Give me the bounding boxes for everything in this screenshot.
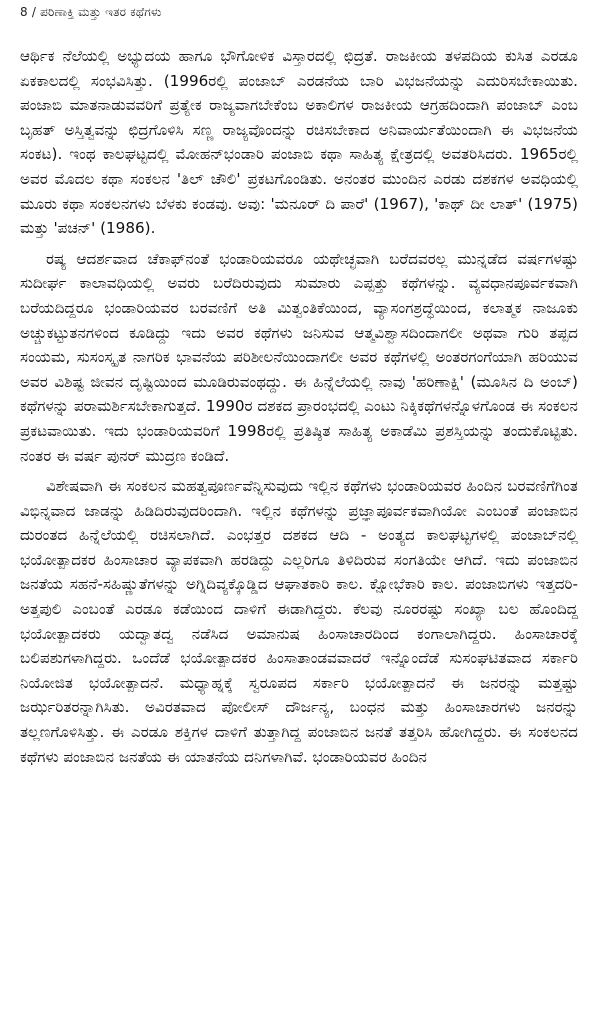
paragraph-1: ಆರ್ಥಿಕ ನೆಲೆಯಲ್ಲಿ ಅಭ್ಯುದಯ ಹಾಗೂ ಭೌಗೋಳಿಕ ವಿಸ್ತಾರದಲ್ಲಿ ಛಿದ್ರತೆ. ರಾಜಕೀಯ ತಳಪದಿಯ ಕುಸಿತ ಎರಡೂ ಏಕಕಾಲದಲ್ಲಿ ಸಂಭವಿಸಿತ್ತು. (1996ರಲ್ಲಿ ಪಂಜಾಬ್ ಎರಡನೆಯ ಬಾರಿ ವಿಭಜನೆಯನ್ನು ಎದುರಿಸಬೇಕಾಯಿತು. ಪಂಜಾಬಿ ಮಾತನಾಡುವವರಿಗೆ ಪ್ರತ್ಯೇಕ ರಾಜ್ಯವಾಗಬೇಕೆಂಬ ಅಕಾಲಿಗಳ ರಾಜಕೀಯ ಆಗ್ರಹದಿಂದಾಗಿ ಪಂಜಾಬ್ ಎಂಬ ಬೃಹತ್ ಅಸ್ತಿತ್ವವನ್ನು ಛಿದ್ರಗೊಳಿಸಿ ಸಣ್ಣ ರಾಜ್ಯವೊಂದನ್ನು ರಚಿಸಬೇಕಾದ ಅನಿವಾರ್ಯತೆಯಿಂದಾಗಿ ಈ ವಿಭಜನೆಯ ಸಂಕಟ). ಇಂಥ ಕಾಲಘಟ್ಟದಲ್ಲಿ ಮೋಹನ್‌ಭಂಡಾರಿ ಪಂಜಾಬಿ ಕಥಾ ಸಾಹಿತ್ಯ ಕ್ಷೇತ್ರದಲ್ಲಿ ಅವತರಿಸಿದರು. 1965ರಲ್ಲಿ ಅವರ ಮೊದಲ ಕಥಾ ಸಂಕಲನ 'ತಿಲ್ ಚೌಲಿ' ಪ್ರಕಟಗೊಂಡಿತು. ಅನಂತರ ಮುಂದಿನ ಎರಡು ದಶಕಗಳ ಅವಧಿಯಲ್ಲಿ ಮೂರು ಕಥಾ ಸಂಕಲನಗಳು ಬೆಳಕು ಕಂಡವು. ಅವು: 'ಮನೂರ್ ದಿ ಪಾರೆ' (1967), 'ಕಾಥ್ ದೀ ಲಾತ್' (1975) ಮತ್ತು 'ಪಚನ್' (1986). [20, 47, 578, 238]
page-number: 8 [20, 5, 28, 19]
running-header [20, 4, 578, 20]
running-title: ಪರಿಣಾಕ್ತಿ ಮತ್ತು ಇತರ ಕಥೆಗಳು [40, 5, 162, 19]
paragraph-2: ರಷ್ಯ ಆದರ್ಶವಾದ ಚೆಕಾಫ್‌ನಂತೆ ಭಂಡಾರಿಯವರೂ ಯಥೇಚ್ಛವಾಗಿ ಬರೆದವರಲ್ಲ ಮುನ್ನಡೆದ ವರ್ಷಗಳಷ್ಟು ಸುದೀರ್ಘ ಕಾಲಾವಧಿಯಲ್ಲಿ ಅವರು ಬರೆದಿರುವುದು ಸುಮಾರು ಎಪ್ಪತ್ತು ಕಥೆಗಳನ್ನು. ವ್ಯವಧಾನಪೂರ್ವಕವಾಗಿ ಬರೆಯದಿದ್ದರೂ ಭಂಡಾರಿಯವರ ಬರವಣಿಗೆ ಅತಿ ಮಿತ್ವಂತಿಕೆಯಿಂದ, ವ್ಯಾಸಂಗಶ್ರದ್ಧೆಯಿಂದ, ಕಲಾತ್ಮಕ ನಾಜೂಕು ಅಚ್ಚುಕಟ್ಟುತನಗಳಿಂದ ಕೂಡಿದ್ದು ಇದು ಅವರ ಕಥೆಗಳು ಜನಿಸುವ ಆತ್ಮವಿಶ್ವಾಸದಿಂದಾಗಲೀ ಅಥವಾ ಗುರಿ ತಪ್ಪದ ಸಂಯಮ, ಸುಸಂಸ್ಕೃತ ನಾಗರಿಕ ಭಾವನೆಯ ಪರಿಶೀಲನೆಯಿಂದಾಗಲೀ ಅವರ ಕಥೆಗಳಲ್ಲಿ ಅಂತರಗಂಗೆಯಾಗಿ ಹರಿಯುವ ಅವರ ವಿಶಿಷ್ಟ ಜೀವನ ದೃಷ್ಟಿಯಿಂದ ಮೂಡಿರುವಂಥದ್ದು. ಈ ಹಿನ್ನೆಲೆಯಲ್ಲಿ ನಾವು 'ಹರಿಣಾಕ್ಷಿ' (ಮೂಸಿನ ದಿ ಅಂಬ್) ಕಥೆಗಳನ್ನು ಪರಾಮರ್ಶಿಸಬೇಕಾಗುತ್ತದೆ. 1990ರ ದಶಕದ ಪ್ರಾರಂಭದಲ್ಲಿ ಎಂಟು ನಿಕ್ಕಿಕಥೆಗಳನ್ನೊಳಗೊಂಡ ಈ ಸಂಕಲನ ಪ್ರಕಟವಾಯಿತು. ಇದು ಭಂಡಾರಿಯವರಿಗೆ 1998ರಲ್ಲಿ ಪ್ರತಿಷ್ಠಿತ ಸಾಹಿತ್ಯ ಅಕಾಡೆಮಿ ಪ್ರಶಸ್ತಿಯನ್ನು ತಂದುಕೊಟ್ಟಿತು. ನಂತರ ಈ ವರ್ಷ ಪುನರ್ ಮುದ್ರಣ ಕಂಡಿದೆ. [20, 249, 578, 465]
paragraph-3: ವಿಶೇಷವಾಗಿ ಈ ಸಂಕಲನ ಮಹತ್ವಪೂರ್ಣವೆನ್ನಿಸುವುದು ಇಲ್ಲಿನ ಕಥೆಗಳು ಭಂಡಾರಿಯವರ ಹಿಂದಿನ ಬರವಣಿಗೆಗಿಂತ ವಿಭಿನ್ನವಾದ ಜಾಡನ್ನು ಹಿಡಿದಿರುವುದರಿಂದಾಗಿ. ಇಲ್ಲಿನ ಕಥೆಗಳನ್ನು ಪ್ರಜ್ಞಾಪೂರ್ವಕವಾಗಿಯೋ ಎಂಬಂತೆ ಪಂಜಾಬಿನ ದುರಂತದ ಹಿನ್ನೆಲೆಯಲ್ಲಿ ರಚಿಸಲಾಗಿದೆ. ಎಂಭತ್ತರ ದಶಕದ ಆದಿ - ಅಂತ್ಯದ ಕಾಲಘಟ್ಟಗಳಲ್ಲಿ ಪಂಜಾಬ್‌ನಲ್ಲಿ ಭಯೋತ್ಪಾದಕರ ಹಿಂಸಾಚಾರ ವ್ಯಾಪಕವಾಗಿ ಹರಡಿದ್ದು ಎಲ್ಲರಿಗೂ ತಿಳಿದಿರುವ ಸಂಗತಿಯೇ ಆಗಿದೆ. ಇದು ಪಂಜಾಬಿನ ಜನತೆಯ ಸಹನೆ-ಸಹಿಷ್ಣುತೆಗಳನ್ನು ಅಗ್ನಿದಿವ್ಯಕ್ಕೊಡ್ಡಿದ ಆಘಾತಕಾರಿ ಕಾಲ. ಕ್ಷೋಭೆಕಾರಿ ಕಾಲ. ಪಂಜಾಬಿಗಳು ಇತ್ತದರಿ-ಅತ್ತಪುಲಿ ಎಂಬಂತೆ ಎರಡೂ ಕಡೆಯಿಂದ ದಾಳಿಗೆ ಈಡಾಗಿದ್ದರು. ಕೆಲವು ನೂರರಷ್ಟು ಸಂಖ್ಯಾ ಬಲ ಹೊಂದಿದ್ದ ಭಯೋತ್ಪಾದಕರು ಯದ್ವಾತದ್ವ ನಡೆಸಿದ ಅಮಾನುಷ ಹಿಂಸಾಚಾರದಿಂದ ಕಂಗಾಲಾಗಿದ್ದರು. ಹಿಂಸಾಚಾರಕ್ಕೆ ಬಲಿಪಶುಗಳಾಗಿದ್ದರು. ಒಂದೆಡೆ ಭಯೋತ್ಪಾದಕರ ಹಿಂಸಾತಾಂಡವವಾದರೆ ಇನ್ನೊಂದೆಡೆ ಸುಸಂಘಟಿತವಾದ ಸರ್ಕಾರಿ ನಿಯೋಜಿತ ಭಯೋತ್ಪಾದನೆ. ಮಧ್ಯಾಹ್ನಕ್ಕೆ ಸ್ವರೂಪದ ಸರ್ಕಾರಿ ಭಯೋತ್ಪಾದನೆ ಈ ಜನರನ್ನು ಮತ್ತಷ್ಟು ಜರ್ಝರಿತರನ್ನಾಗಿಸಿತು. ಅವಿರತವಾದ ಪೋಲೀಸ್ ದೌರ್ಜನ್ಯ, ಬಂಧನ ಮತ್ತು ಹಿಂಸಾಚಾರಗಳು ಜನರನ್ನು ತಲ್ಲಣಗೊಳಿಸಿತ್ತು. ಈ ಎರಡೂ ಶಕ್ತಿಗಳ ದಾಳಿಗೆ ತುತ್ತಾಗಿದ್ದ ಪಂಜಾಬಿನ ಜನತೆ ತತ್ತರಿಸಿ ಹೋಗಿದ್ದರು. ಈ ಸಂಕಲನದ ಕಥೆಗಳು ಪಂಜಾಬಿನ ಜನತೆಯ ಈ ಯಾತನೆಯ ದನಿಗಳಾಗಿವೆ. ಭಂಡಾರಿಯವರ ಹಿಂದಿನ [20, 477, 578, 766]
header-separator: / [31, 5, 37, 19]
